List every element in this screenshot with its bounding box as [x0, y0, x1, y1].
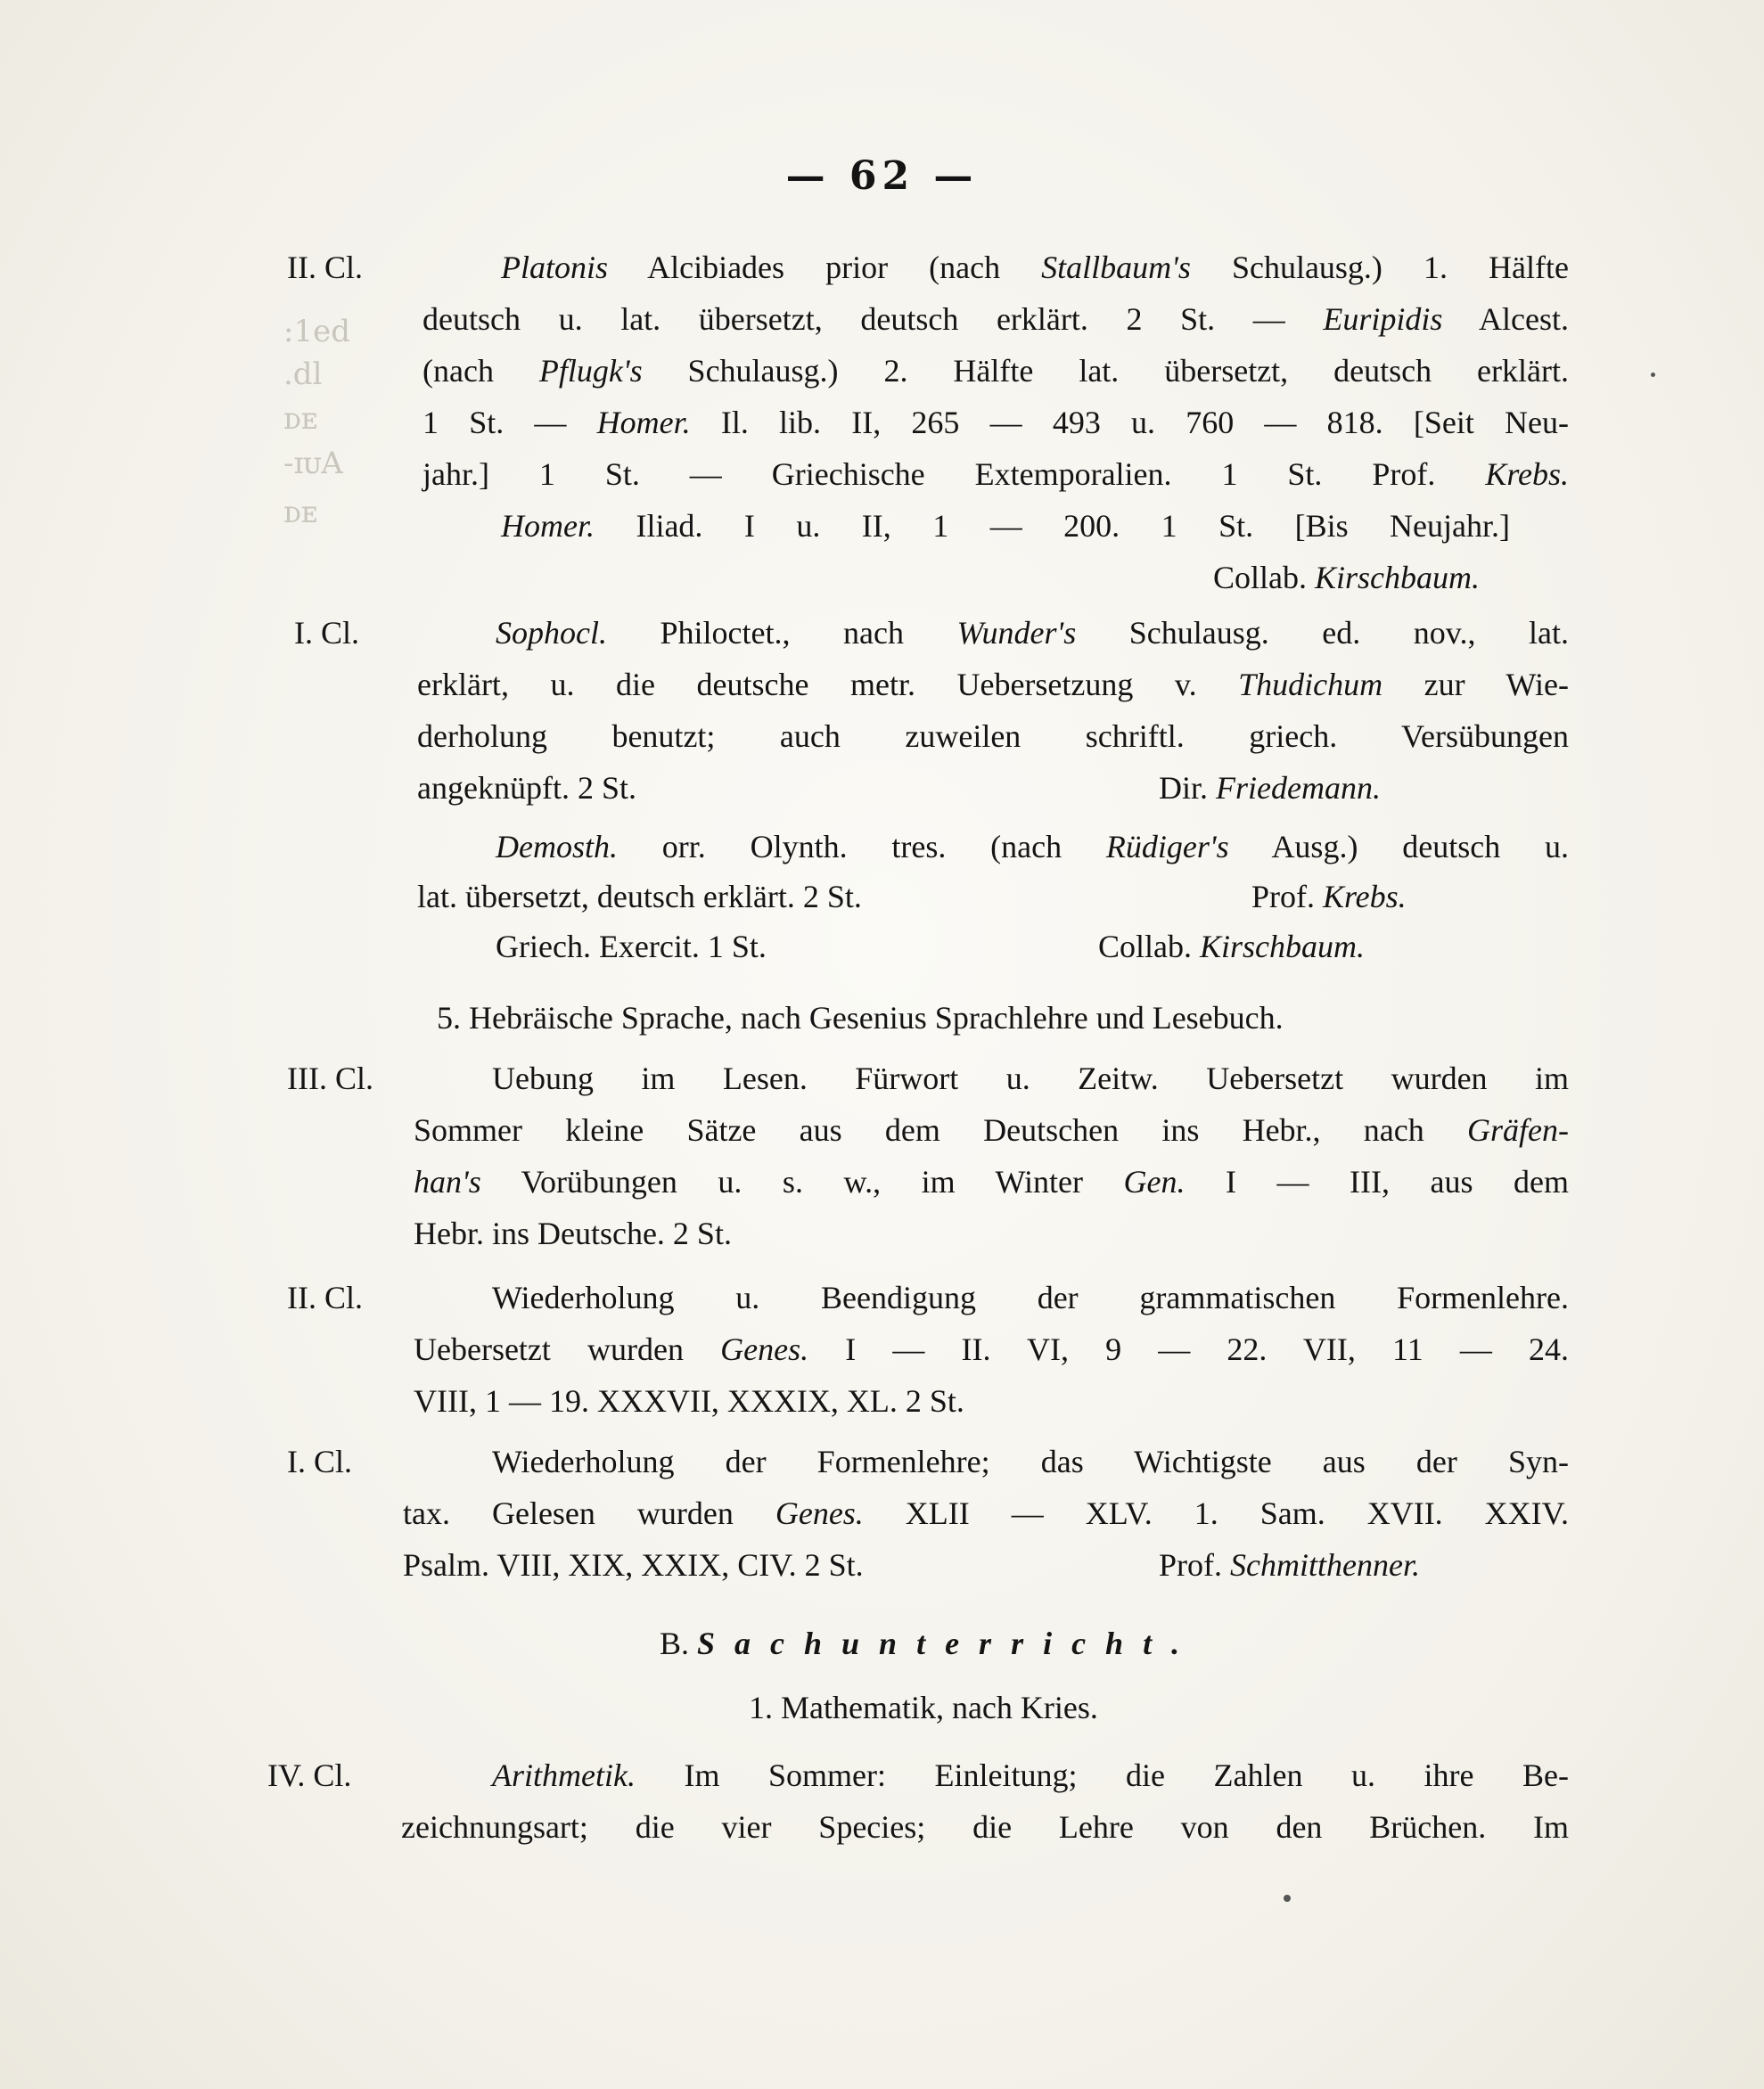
class-label: III. Cl.: [287, 1061, 373, 1096]
teacher-name: Collab. Kirschbaum.: [1098, 929, 1366, 964]
text-line: tax. Gelesen wurden Genes. XLII — XLV. 1. Sam. XVII. XXIV.: [403, 1495, 1570, 1531]
ghost-text: ᴅᴇ: [283, 495, 318, 530]
ink-speck: [1651, 373, 1655, 377]
page-number: — 62 —: [785, 153, 979, 199]
text-line: erklärt, u. die deutsche metr. Uebersetzung v. Thudichum zur Wie-: [417, 667, 1569, 702]
text-line: derholung benutzt; auch zuweilen schriftl. griech. Versübungen: [417, 718, 1569, 754]
text-line: VIII, 1 — 19. XXXVII, XXXIX, XL. 2 St.: [414, 1383, 964, 1419]
text-line: angeknüpft. 2 St.: [417, 770, 636, 806]
text-line: Hebr. ins Deutsche. 2 St.: [414, 1216, 732, 1251]
class-label: I. Cl.: [287, 1444, 353, 1479]
text-line: Wiederholung der Formenlehre; das Wichtigste aus der Syn-: [492, 1444, 1569, 1479]
text-line: han's Vorübungen u. s. w., im Winter Gen. I — III, aus dem: [414, 1164, 1569, 1200]
text-line: Uebung im Lesen. Fürwort u. Zeitw. Uebersetzt wurden im: [492, 1061, 1569, 1096]
teacher-name: Prof. Krebs.: [1251, 879, 1407, 914]
text-line: Uebersetzt wurden Genes. I — II. VI, 9 — 22. VII, 11 — 24.: [414, 1331, 1569, 1367]
text-line: 1 St. — Homer. Il. lib. II, 265 — 493 u. 760 — 818. [Seit Neu-: [423, 405, 1569, 440]
ink-speck: [1284, 1895, 1291, 1902]
text-line: Sommer kleine Sätze aus dem Deutschen ins Hebr., nach Gräfen-: [414, 1112, 1569, 1148]
ghost-text: :1ed: [283, 314, 350, 349]
text-line: zeichnungsart; die vier Species; die Lehre von den Brüchen. Im: [401, 1809, 1569, 1845]
text-line: lat. übersetzt, deutsch erklärt. 2 St.: [417, 879, 862, 914]
teacher-name: Prof. Schmitthenner.: [1159, 1547, 1420, 1583]
ghost-text: -ɪᴜA: [283, 446, 343, 481]
part-heading: B. Sachunterricht.: [660, 1626, 1200, 1661]
section-heading: 5. Hebräische Sprache, nach Gesenius Sprachlehre und Lesebuch.: [437, 1000, 1284, 1036]
section-heading: 1. Mathematik, nach Kries.: [749, 1690, 1098, 1725]
text-line: Demosth. orr. Olynth. tres. (nach Rüdiger's Ausg.) deutsch u.: [496, 829, 1569, 864]
class-label: II. Cl.: [287, 1280, 363, 1315]
ghost-text: .dl: [283, 356, 323, 392]
text-line: Wiederholung u. Beendigung der grammatischen Formenlehre.: [492, 1280, 1569, 1315]
text-line: Griech. Exercit. 1 St.: [496, 929, 767, 964]
text-line: Homer. Iliad. I u. II, 1 — 200. 1 St. [Bis Neujahr.]: [501, 508, 1510, 544]
text-line: (nach Pflugk's Schulausg.) 2. Hälfte lat. übersetzt, deutsch erklärt.: [423, 353, 1569, 389]
text-line: Platonis Alcibiades prior (nach Stallbaum's Schulausg.) 1. Hälfte: [501, 250, 1569, 285]
ghost-text: ᴅᴇ: [283, 401, 318, 437]
text-line: deutsch u. lat. übersetzt, deutsch erklärt. 2 St. — Euripidis Alcest.: [423, 301, 1569, 337]
teacher-name: Collab. Kirschbaum.: [1212, 560, 1480, 595]
class-label: IV. Cl.: [267, 1757, 352, 1793]
text-line: jahr.] 1 St. — Griechische Extemporalien. 1 St. Prof. Krebs.: [423, 456, 1569, 492]
class-label: I. Cl.: [294, 615, 360, 651]
teacher-name: Dir. Friedemann.: [1159, 770, 1381, 806]
class-label: II. Cl.: [287, 250, 363, 285]
text-line: Psalm. VIII, XIX, XXIX, CIV. 2 St.: [403, 1547, 864, 1583]
text-line: Arithmetik. Im Sommer: Einleitung; die Zahlen u. ihre Be-: [492, 1757, 1569, 1793]
text-line: Sophocl. Philoctet., nach Wunder's Schulausg. ed. nov., lat.: [496, 615, 1569, 651]
